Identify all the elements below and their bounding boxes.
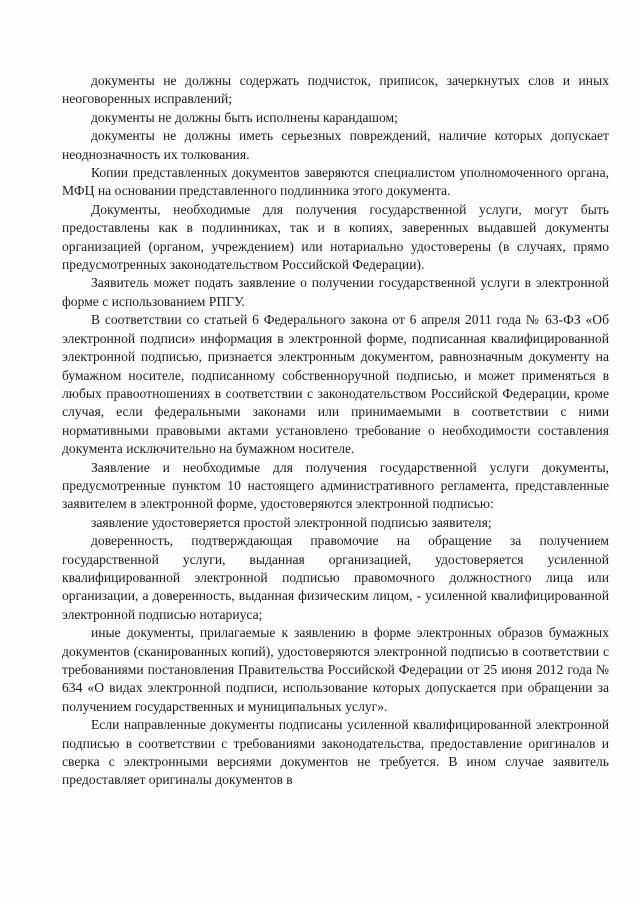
paragraph-no-pencil: документы не должны быть исполнены карандашом; <box>91 109 398 125</box>
document-body <box>62 72 609 790</box>
paragraph-qualified-signature: Если направленные документы подписаны усиленной квалифицированной электронной подписью в соответствии с требованиями законодательства, предоставление оригиналов и сверка с электронными версиями документов не требуется. В ином случае заявитель предоставляет оригиналы документов в <box>62 717 609 788</box>
paragraph-no-erasures: документы не должны содержать подчисток, приписок, зачеркнутых слов и иных неоговоренных исправлений; <box>62 73 609 107</box>
paragraph-originals-or-copies: Документы, необходимые для получения государственной услуги, могут быть предоставлены как в подлинниках, так и в копиях, заверенных выдавшей документы организацией (органом, учреждением) или нотариально удостоверены (в случаях, прямо предусмотренных законодательством Российской Федерации). <box>62 201 609 273</box>
paragraph-federal-law-63: В соответствии со статьей 6 Федерального закона от 6 апреля 2011 года № 63-ФЗ «Об электронной подписи» информация в электронной форме, подписанная квалифицированной электронной подписью, признается электронным документом, равнозначным документу на бумажном носителе, подписанному собственноручной подписью, и может применяться в любых правоотношениях в соответствии с законодательством Российской Федерации, кроме случая, если федеральными законами или принимаемыми в соответствии с ними нормативными правовыми актами установлено требование о необходимости составления документа исключительно на бумажном носителе. <box>62 312 609 457</box>
paragraph-simple-signature: заявление удостоверяется простой электронной подписью заявителя; <box>91 514 492 530</box>
paragraph-electronic-application: Заявитель может подать заявление о получении государственной услуги в электронной форме с использованием РПГУ. <box>62 275 609 309</box>
paragraph-electronic-signature: Заявление и необходимые для получения государственной услуги документы, предусмотренные пунктом 10 настоящего административного регламента, представленные заявителем в электронной форме, удостоверяются электронной подписью: <box>62 459 609 512</box>
paragraph-power-of-attorney: доверенность, подтверждающая правомочие на обращение за получением государственной услуги, выданная организацией, удостоверяется усиленной квалифицированной электронной подписью правомочного должностного лица или организации, а доверенность, выданная физическим лицом, - усиленной квалифицированной электронной подписью нотариуса; <box>62 533 609 622</box>
paragraph-no-damage: документы не должны иметь серьезных повреждений, наличие которых допускает неоднозначность их толкования. <box>62 128 609 162</box>
paragraph-copies-certified: Копии представленных документов заверяются специалистом уполномоченного органа, МФЦ на основании представленного подлинника этого документа. <box>62 165 609 199</box>
paragraph-other-documents: иные документы, прилагаемые к заявлению в форме электронных образов бумажных документов (сканированных копий), удостоверяются электронной подписью в соответствии с требованиями постановления Правительства Российской Федерации от 25 июня 2012 года № 634 «О видах электронной подписи, использование которых допускается при обращении за получением государственных и муниципальных услуг». <box>62 625 609 714</box>
